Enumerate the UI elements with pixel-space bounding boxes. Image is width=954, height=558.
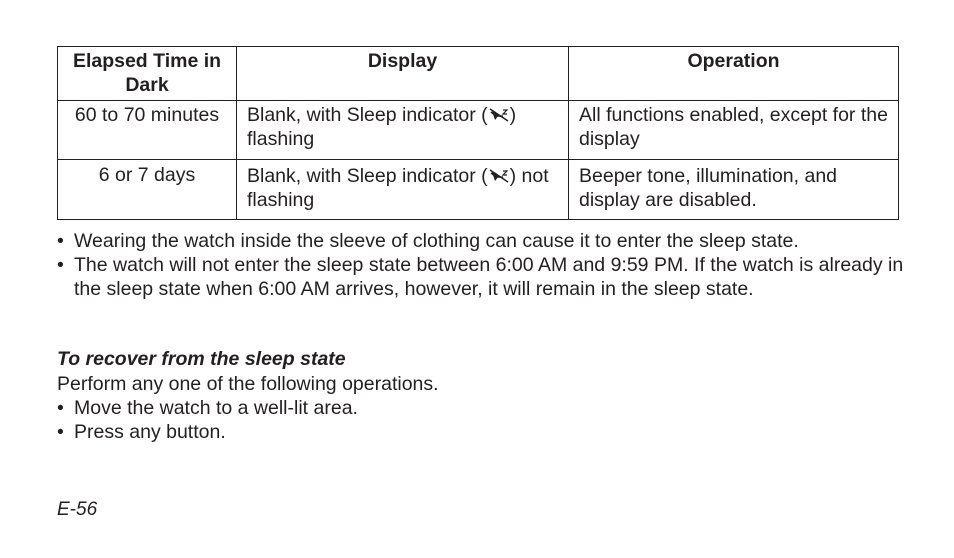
- bullet-icon: •: [57, 254, 64, 276]
- operation-cell: Beeper tone, illumination, and display are disabled.: [569, 160, 899, 220]
- note-text: Wearing the watch inside the sleeve of clothing can cause it to enter the sleep state.: [74, 230, 799, 252]
- header-display: Display: [237, 47, 569, 101]
- recover-section: [57, 372, 757, 444]
- list-item: [57, 229, 917, 253]
- display-cell: [237, 101, 569, 160]
- section-heading: To recover from the sleep state: [57, 348, 346, 370]
- sleep-state-table: [57, 46, 899, 220]
- display-cell: [237, 160, 569, 220]
- bullet-icon: •: [57, 397, 64, 419]
- list-item: [57, 253, 917, 301]
- list-item: [57, 396, 757, 420]
- table-row: [58, 160, 899, 220]
- bullet-icon: •: [57, 421, 64, 443]
- display-text-pre: Blank, with Sleep indicator (: [247, 165, 488, 187]
- table-row: [58, 101, 899, 160]
- page-number: E-56: [57, 499, 98, 520]
- display-text-post: ) not flashing: [247, 165, 549, 211]
- recover-item-text: Move the watch to a well-lit area.: [74, 397, 358, 419]
- display-text-pre: Blank, with Sleep indicator (: [247, 104, 488, 126]
- list-item: [57, 420, 757, 444]
- notes-list: [57, 229, 917, 301]
- bullet-icon: •: [57, 230, 64, 252]
- note-text: The watch will not enter the sleep state between 6:00 AM and 9:59 PM. If the watch is already in the sleep state when 6:00 AM arrives, however, it will remain in the sleep state.: [74, 254, 904, 300]
- header-elapsed-time: Elapsed Time in Dark: [58, 47, 237, 101]
- sleep-indicator-icon: [488, 168, 510, 184]
- sleep-indicator-icon: [488, 107, 510, 123]
- header-operation: Operation: [569, 47, 899, 101]
- elapsed-cell: 6 or 7 days: [58, 160, 237, 220]
- operation-cell: All functions enabled, except for the display: [569, 101, 899, 160]
- table-header-row: [58, 47, 899, 101]
- display-text-post: ) flashing: [247, 104, 517, 150]
- elapsed-cell: 60 to 70 minutes: [58, 101, 237, 160]
- recover-intro: Perform any one of the following operations.: [57, 373, 439, 395]
- recover-item-text: Press any button.: [74, 421, 226, 443]
